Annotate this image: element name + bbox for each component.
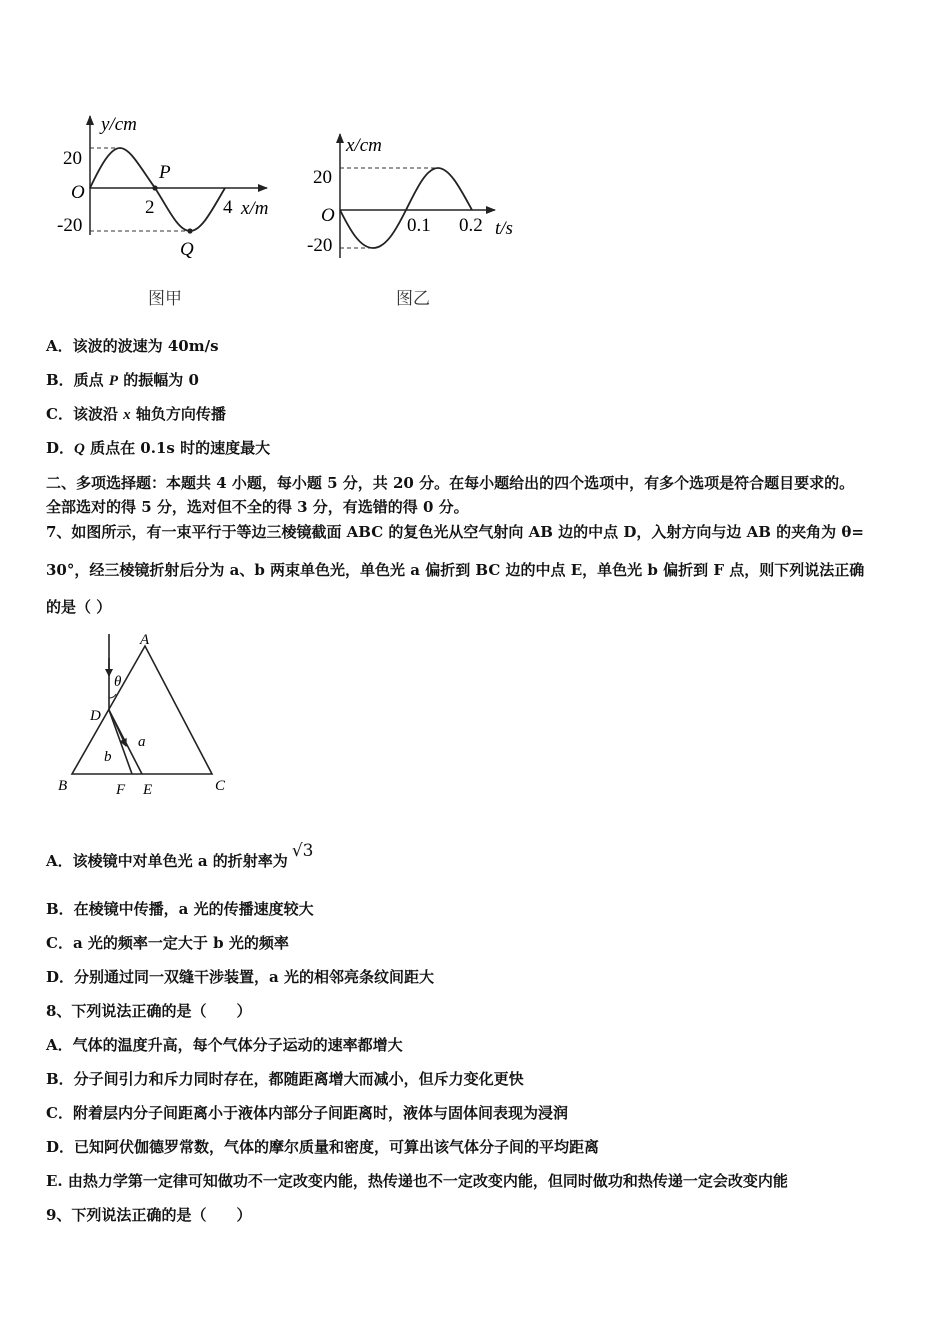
q9-stem: 9、下列说法正确的是（ ） [46,1206,252,1224]
jia-tick-20: 20 [63,148,82,169]
jia-point-p [152,185,157,190]
yi-origin: O [321,205,335,226]
q6-option-b: B．质点 P 的振幅为 0 [46,371,199,389]
q7-stem-line1: 7、如图所示，有一束平行于等边三棱镜截面 ABC 的复色光从空气射向 AB 边的中点 D，入射方向与边 AB 的夹角为 θ= [46,523,864,541]
q7-option-d: D．分别通过同一双缝干涉装置，a 光的相邻亮条纹间距大 [46,968,434,986]
figure-yi-vibration-graph [305,130,530,270]
jia-point-q [187,228,192,233]
yi-tick-02: 0.2 [459,215,483,236]
yi-y-label: x/cm [346,135,382,156]
q7-option-c: C．a 光的频率一定大于 b 光的频率 [46,934,289,952]
q8-option-c: C．附着层内分子间距离小于液体内部分子间距离时，液体与固体间表现为浸润 [46,1104,568,1122]
section2-heading-line2: 全部选对的得 5 分，选对但不全的得 3 分，有选错的得 0 分。 [46,498,469,516]
label-e-point: E [143,782,153,798]
label-a-vertex: A [140,632,150,648]
q6-option-d: D．Q 质点在 0.1s 时的速度最大 [46,439,271,457]
yi-tick-20: 20 [313,167,332,188]
jia-origin: O [71,182,85,203]
figure-jia-wave-graph [55,110,295,270]
jia-wave-curve [90,148,225,231]
q6-option-a: A．该波的波速为 40m/s [46,337,219,355]
figure-yi-caption: 图乙 [396,289,430,309]
q6-option-c: C．该波沿 x 轴负方向传播 [46,405,226,423]
label-ray-b: b [104,749,112,765]
q8-option-d: D．已知阿伏伽德罗常数，气体的摩尔质量和密度，可算出该气体分子间的平均距离 [46,1138,600,1156]
jia-tick-2: 2 [145,197,155,218]
label-b-vertex: B [58,778,68,794]
ray-b [109,710,132,774]
label-c-vertex: C [215,778,226,794]
jia-x-label: x/m [241,198,269,219]
q8-option-b: B．分子间引力和斥力同时存在，都随距离增大而减小，但斥力变化更快 [46,1070,524,1088]
label-ray-a: a [138,734,146,750]
q7-option-a: A．该棱镜中对单色光 a 的折射率为 √3 [46,841,314,870]
q7-prism-figure [50,628,240,803]
jia-label-q: Q [180,239,194,260]
yi-tick-neg20: -20 [307,235,333,256]
section2-heading-line1: 二、多项选择题：本题共 4 小题，每小题 5 分，共 20 分。在每小题给出的四个选项中，有多个选项是符合题目要求的。 [46,474,855,492]
yi-vibration-curve [340,168,472,248]
q8-option-e: E. 由热力学第一定律可知做功不一定改变内能，热传递也不一定改变内能，但同时做功和热传递一定会改变内能 [46,1172,788,1190]
q7-option-b: B．在棱镜中传播，a 光的传播速度较大 [46,900,314,918]
figure-jia-caption: 图甲 [148,289,182,309]
q8-stem: 8、下列说法正确的是（ ） [46,1002,252,1020]
label-theta: θ [114,674,122,690]
q7-stem-line3: 的是（ ） [46,598,112,616]
q8-option-a: A．气体的温度升高，每个气体分子运动的速率都增大 [46,1036,403,1054]
yi-x-label: t/s [495,218,513,239]
q7-stem-line2: 30°，经三棱镜折射后分为 a、b 两束单色光，单色光 a 偏折到 BC 边的中点 E，单色光 b 偏折到 F 点，则下列说法正确 [46,561,865,579]
yi-tick-01: 0.1 [407,215,431,236]
jia-label-p: P [159,162,171,183]
sqrt3-value: √3 [291,841,314,861]
jia-tick-neg20: -20 [57,215,83,236]
label-f-point: F [116,782,126,798]
label-d-point: D [90,708,101,724]
jia-tick-4: 4 [223,197,233,218]
jia-y-label: y/cm [101,114,137,135]
